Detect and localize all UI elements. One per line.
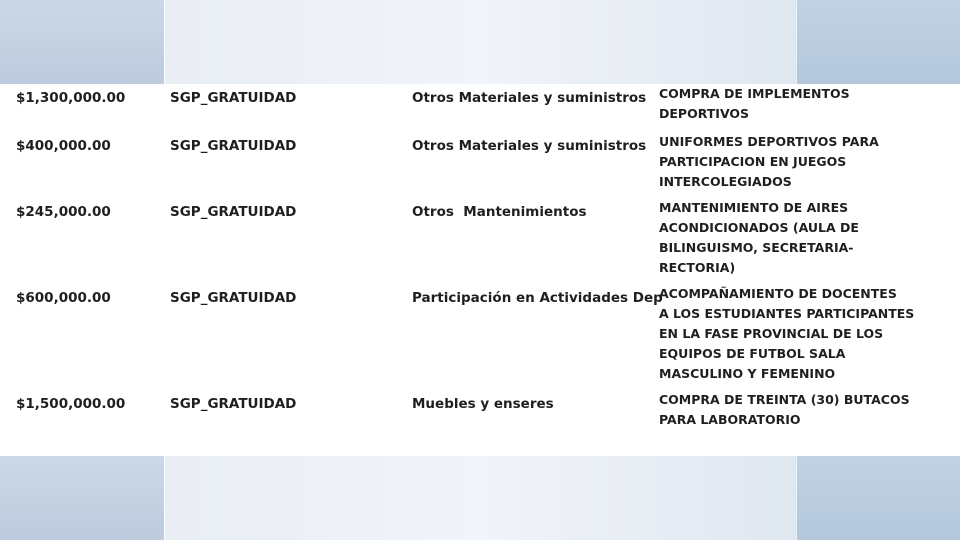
amount-cell: $1,500,000.00 [16, 396, 126, 412]
funding-source-cell: SGP_GRATUIDAD [170, 138, 297, 154]
band-right-block [796, 0, 960, 84]
band-divider [796, 456, 797, 540]
description-cell [659, 198, 949, 278]
description-cell [659, 284, 949, 384]
description-line: INTERCOLEGIADOS [659, 174, 792, 189]
band-left-block [0, 456, 164, 540]
description-line: UNIFORMES DEPORTIVOS PARA [659, 134, 879, 149]
concept-cell: Otros Mantenimientos [412, 204, 587, 220]
top-decorative-band [0, 0, 960, 84]
description-line: MANTENIMIENTO DE AIRES [659, 200, 849, 215]
concept-cell: Otros Materiales y suministros [412, 90, 647, 106]
description-line: DEPORTIVOS [659, 106, 750, 121]
band-divider [164, 456, 165, 540]
amount-cell: $245,000.00 [16, 204, 111, 220]
description-line: A LOS ESTUDIANTES PARTICIPANTES [659, 306, 915, 321]
description-line: EN LA FASE PROVINCIAL DE LOS [659, 326, 884, 341]
amount-cell: $600,000.00 [16, 290, 111, 306]
concept-cell: Participación en Actividades Dep [412, 290, 663, 306]
concept-cell: Muebles y enseres [412, 396, 554, 412]
description-line: COMPRA DE IMPLEMENTOS [659, 86, 850, 101]
description-cell [659, 132, 949, 192]
funding-source-cell: SGP_GRATUIDAD [170, 290, 297, 306]
description-cell [659, 390, 949, 430]
description-line: ACOMPAÑAMIENTO DE DOCENTES [659, 286, 897, 301]
description-line: MASCULINO Y FEMENINO [659, 366, 836, 381]
description-line: ACONDICIONADOS (AULA DE [659, 220, 859, 235]
band-divider [164, 0, 165, 84]
description-cell [659, 84, 949, 124]
amount-cell: $400,000.00 [16, 138, 111, 154]
band-divider [796, 0, 797, 84]
description-line: COMPRA DE TREINTA (30) BUTACOS [659, 392, 910, 407]
bottom-decorative-band [0, 456, 960, 540]
description-line: EQUIPOS DE FUTBOL SALA [659, 346, 846, 361]
description-line: PARA LABORATORIO [659, 412, 801, 427]
funding-source-cell: SGP_GRATUIDAD [170, 90, 297, 106]
description-line: RECTORIA) [659, 260, 736, 275]
budget-table [0, 84, 960, 456]
description-line: PARTICIPACION EN JUEGOS [659, 154, 847, 169]
description-line: BILINGUISMO, SECRETARIA- [659, 240, 854, 255]
band-left-block [0, 0, 164, 84]
amount-cell: $1,300,000.00 [16, 90, 126, 106]
funding-source-cell: SGP_GRATUIDAD [170, 396, 297, 412]
band-right-block [796, 456, 960, 540]
funding-source-cell: SGP_GRATUIDAD [170, 204, 297, 220]
concept-cell: Otros Materiales y suministros [412, 138, 647, 154]
